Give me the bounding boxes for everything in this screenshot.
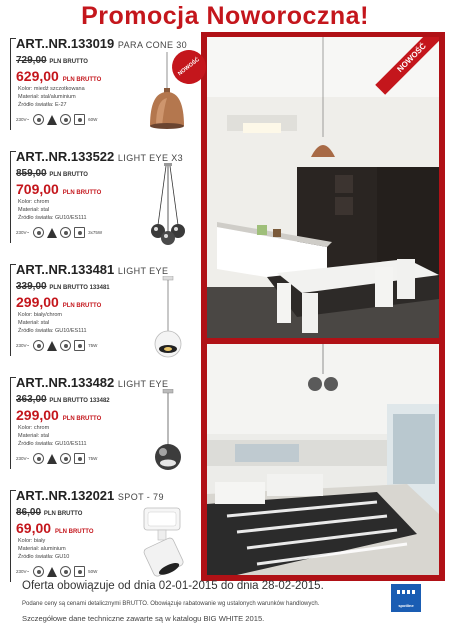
bedroom-photo bbox=[207, 344, 439, 575]
rating-label: 3x75W bbox=[88, 230, 103, 235]
dimmer-icon bbox=[60, 114, 71, 125]
new-price bbox=[16, 407, 101, 423]
warning-icon bbox=[47, 454, 57, 464]
old-price bbox=[16, 168, 88, 179]
product-art: ART..NR.133482 bbox=[16, 375, 115, 390]
new-price bbox=[16, 181, 101, 197]
old-price-unit: PLN BRUTTO bbox=[43, 511, 83, 517]
white-spot-light-image bbox=[134, 506, 194, 580]
spotline-logo bbox=[391, 584, 421, 612]
spec-source: Źródło światła: GU10 bbox=[18, 554, 70, 560]
spec-source: Źródło światła: E-27 bbox=[18, 102, 67, 108]
logo-text: spotline bbox=[398, 603, 414, 608]
new-price-unit: PLN BRUTTO bbox=[62, 416, 102, 422]
bulb-icon bbox=[33, 340, 44, 351]
spec-material: Materiał: stal bbox=[18, 433, 50, 439]
page-title: Promocja Noworoczna! bbox=[81, 2, 369, 30]
icon-row bbox=[16, 340, 98, 351]
wattage-icon bbox=[74, 227, 85, 238]
old-price-unit: PLN BRUTTO 133481 bbox=[49, 285, 110, 291]
kitchen-scene-illustration bbox=[207, 37, 439, 338]
icon-row bbox=[16, 566, 98, 577]
spec-color: Kolor: chrom bbox=[18, 425, 50, 431]
wattage-icon bbox=[74, 340, 85, 351]
bulb-icon bbox=[33, 566, 44, 577]
icon-row bbox=[16, 453, 98, 464]
product-art: ART..NR.133019 bbox=[16, 36, 115, 51]
voltage-label: 230V~ bbox=[16, 117, 30, 122]
old-price-unit: PLN BRUTTO bbox=[49, 59, 88, 65]
new-price-value: 299,00 bbox=[16, 294, 59, 310]
icon-row bbox=[16, 114, 98, 125]
bulb-icon bbox=[33, 114, 44, 125]
spec-color: Kolor: miedź szczotkowana bbox=[18, 86, 85, 92]
spec-source: Źródło światła: GU10/ES111 bbox=[18, 215, 87, 221]
triple-sphere-pendant-image bbox=[146, 163, 190, 247]
new-price-value: 69,00 bbox=[16, 520, 52, 536]
bulb-icon bbox=[33, 453, 44, 464]
product-art: ART..NR.133522 bbox=[16, 149, 115, 164]
icon-row bbox=[16, 227, 103, 238]
catalog-note: Szczegółowe dane techniczne zawarte są w katalogu BIG WHITE 2015. bbox=[22, 614, 265, 623]
product-code bbox=[16, 262, 168, 277]
chrome-sphere-pendant-image bbox=[146, 389, 190, 473]
rating-label: 60W bbox=[88, 117, 98, 122]
rating-label: 75W bbox=[88, 456, 98, 461]
white-sphere-pendant-image bbox=[146, 276, 190, 360]
warning-icon bbox=[47, 341, 57, 351]
rating-label: 75W bbox=[88, 343, 98, 348]
product-code bbox=[16, 149, 183, 164]
dimmer-icon bbox=[60, 566, 71, 577]
new-price-value: 299,00 bbox=[16, 407, 59, 423]
spec-material: Materiał: stal bbox=[18, 320, 50, 326]
spec-color: Kolor: chrom bbox=[18, 199, 50, 205]
old-price-value: 339,00 bbox=[16, 281, 47, 292]
spec-color: Kolor: biały/chrom bbox=[18, 312, 63, 318]
spec-source: Źródło światła: GU10/ES111 bbox=[18, 441, 87, 447]
new-price-unit: PLN BRUTTO bbox=[54, 529, 94, 535]
old-price-value: 729,00 bbox=[16, 55, 47, 66]
voltage-label: 230V~ bbox=[16, 230, 30, 235]
product-model: PARA CONE 30 bbox=[117, 40, 188, 50]
new-price-unit: PLN BRUTTO bbox=[62, 77, 102, 83]
product-code bbox=[16, 36, 187, 51]
warning-icon bbox=[47, 228, 57, 238]
product-model: SPOT - 79 bbox=[117, 492, 164, 502]
new-price bbox=[16, 68, 101, 84]
wattage-icon bbox=[74, 114, 85, 125]
price-note: Podane ceny są cenami detalicznymi BRUTTO. Obowiązuje rabatowanie wg ustalonych warunków handlowych. bbox=[22, 601, 320, 607]
spec-material: Materiał: stal bbox=[18, 207, 50, 213]
product-art: ART..NR.133481 bbox=[16, 262, 115, 277]
wattage-icon bbox=[74, 453, 85, 464]
product-model: LIGHT EYE X3 bbox=[117, 153, 184, 163]
old-price bbox=[16, 394, 110, 405]
voltage-label: 230V~ bbox=[16, 456, 30, 461]
kitchen-photo bbox=[207, 37, 439, 338]
voltage-label: 230V~ bbox=[16, 569, 30, 574]
old-price bbox=[16, 507, 82, 518]
old-price-unit: PLN BRUTTO 133482 bbox=[49, 398, 110, 404]
dimmer-icon bbox=[60, 227, 71, 238]
bulb-icon bbox=[33, 227, 44, 238]
product-code bbox=[16, 488, 164, 503]
spec-material: Materiał: stal/aluminium bbox=[18, 94, 76, 100]
old-price bbox=[16, 281, 110, 292]
product-model: LIGHT EYE bbox=[117, 379, 169, 389]
dimmer-icon bbox=[60, 340, 71, 351]
new-price-unit: PLN BRUTTO bbox=[62, 190, 102, 196]
bedroom-scene-illustration bbox=[207, 344, 439, 575]
new-price-value: 709,00 bbox=[16, 181, 59, 197]
spec-material: Materiał: aluminium bbox=[18, 546, 66, 552]
new-price bbox=[16, 520, 94, 536]
rating-label: 50W bbox=[88, 569, 98, 574]
new-badge: NOWOŚĆ bbox=[165, 43, 213, 91]
wattage-icon bbox=[74, 566, 85, 577]
old-price-value: 363,00 bbox=[16, 394, 47, 405]
new-ribbon: NOWOŚĆ bbox=[375, 37, 439, 95]
product-art: ART..NR.132021 bbox=[16, 488, 115, 503]
logo-mark-icon bbox=[397, 590, 415, 594]
old-price-value: 859,00 bbox=[16, 168, 47, 179]
dimmer-icon bbox=[60, 453, 71, 464]
new-price-unit: PLN BRUTTO bbox=[62, 303, 102, 309]
old-price-unit: PLN BRUTTO bbox=[49, 172, 88, 178]
new-price bbox=[16, 294, 101, 310]
old-price bbox=[16, 55, 88, 66]
old-price-value: 86,00 bbox=[16, 507, 42, 518]
warning-icon bbox=[47, 115, 57, 125]
spec-color: Kolor: biały bbox=[18, 538, 46, 544]
spec-source: Źródło światła: GU10/ES111 bbox=[18, 328, 87, 334]
warning-icon bbox=[47, 567, 57, 577]
product-code bbox=[16, 375, 168, 390]
new-price-value: 629,00 bbox=[16, 68, 59, 84]
photo-frame bbox=[201, 32, 445, 581]
voltage-label: 230V~ bbox=[16, 343, 30, 348]
offer-validity: Oferta obowiązuje od dnia 02-01-2015 do dnia 28-02-2015. bbox=[22, 580, 324, 592]
product-model: LIGHT EYE bbox=[117, 266, 169, 276]
